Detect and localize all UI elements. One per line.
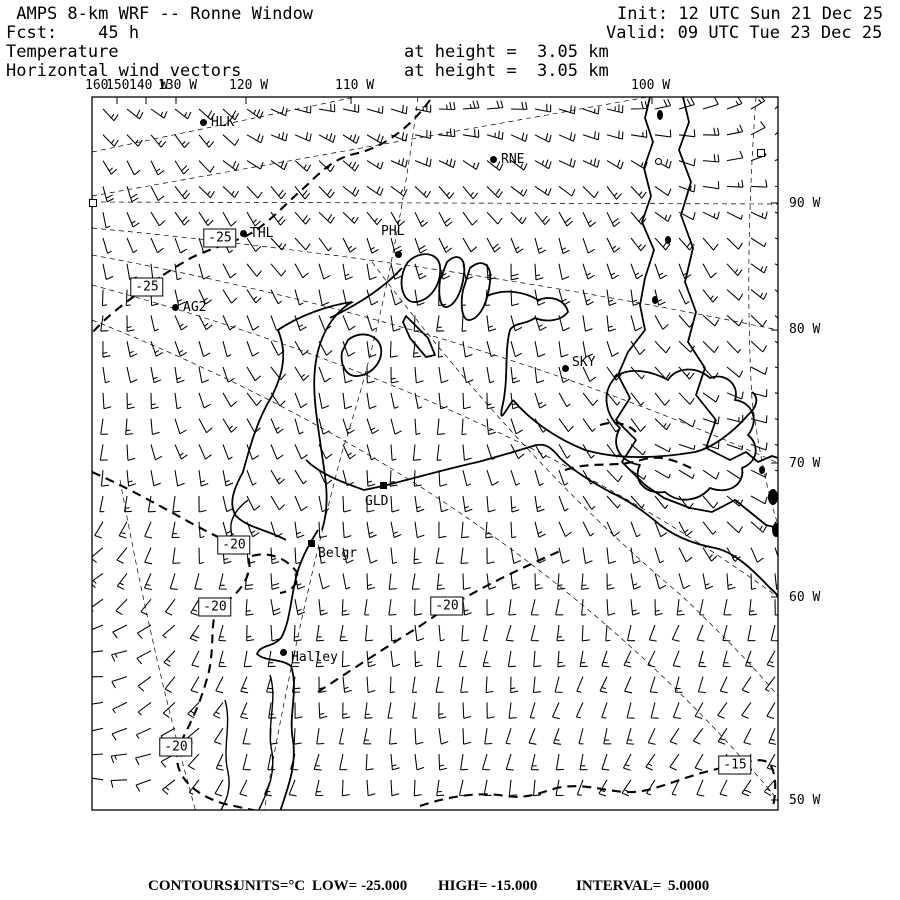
lon-label-top: 130 W: [158, 78, 198, 93]
contour-value-label: -25: [203, 229, 236, 248]
contour-value-label: -20: [159, 738, 192, 757]
lon-label-right: 90 W: [789, 196, 821, 211]
lon-label-top: 160: [85, 78, 109, 93]
station-label-AG2: AG2: [183, 300, 207, 315]
contour-units: UNITS=°C: [234, 878, 306, 894]
station-label-HLK: HLK: [211, 115, 235, 130]
lon-label-right: 60 W: [789, 590, 821, 605]
unlabeled-station-marker: [757, 149, 765, 157]
lon-label-right: 70 W: [789, 456, 821, 471]
station-label-THL: THL: [250, 226, 274, 241]
contour-interval-value: 5.0000: [668, 878, 710, 894]
station-marker-Belgr: [308, 540, 315, 547]
station-label-Halley: Halley: [291, 650, 338, 665]
coast-alexander-island: [606, 370, 755, 500]
contour-value-label: -25: [130, 278, 163, 297]
island-hook-3: [462, 263, 491, 320]
station-marker-SKY: [562, 365, 569, 372]
coast-ronne-front: [306, 445, 778, 598]
coast-center-land: [487, 292, 568, 416]
unlabeled-station-marker: [89, 199, 97, 207]
coast-brunt-main: [257, 530, 318, 812]
lon-label-top: 100 W: [631, 78, 671, 93]
lon-label-top: 120 W: [229, 78, 269, 93]
model-title: AMPS 8-km WRF -- Ronne Window: [6, 4, 314, 24]
lon-label-top: 110 W: [335, 78, 375, 93]
station-marker-GLD: [380, 482, 387, 489]
map-border: [92, 97, 778, 810]
station-label-GLD: GLD: [365, 494, 389, 509]
unlabeled-station-marker: [655, 158, 662, 165]
station-label-RNE: RNE: [501, 152, 525, 167]
lon-label-top: 140 W: [129, 78, 169, 93]
contour-interval-label: INTERVAL=: [576, 878, 662, 894]
forecast-hour: Fcst: 45 h: [6, 23, 140, 43]
contour-minus20-belgr: [252, 554, 298, 593]
station-marker-AG2: [172, 304, 179, 311]
island-hook-2: [439, 257, 464, 307]
contour-value-label: -20: [430, 597, 463, 616]
field-wind-label: Horizontal wind vectors: [6, 61, 242, 81]
field-temperature-label: Temperature: [6, 42, 119, 62]
valid-time: Valid: 09 UTC Tue 23 Dec 25: [606, 23, 883, 43]
coast-berkner-top: [278, 302, 352, 330]
station-marker-THL: [240, 230, 247, 237]
contours-label: CONTOURS:: [148, 878, 238, 894]
station-marker-HLK: [200, 119, 207, 126]
station-marker-PHL: [395, 251, 402, 258]
coastline-layer: [220, 97, 780, 812]
field-temperature-level: at height = 3.05 km: [404, 42, 609, 62]
edge-ticks: [117, 97, 778, 800]
coast-peninsula-west: [616, 97, 778, 528]
contour-minus20-central: [318, 551, 560, 692]
station-label-PHL: PHL: [381, 224, 405, 239]
station-marker-Halley: [280, 649, 287, 656]
contour-minus20-west: [92, 472, 262, 812]
station-label-Belgr: Belgr: [318, 546, 358, 561]
station-marker-RNE: [490, 156, 497, 163]
lon-label-right: 80 W: [789, 322, 821, 337]
lon-label-top: 150: [106, 78, 130, 93]
coast-belgr-hook: [231, 500, 248, 535]
lon-label-right: 50 W: [789, 793, 821, 808]
station-label-SKY: SKY: [572, 355, 596, 370]
contour-low: LOW= -25.000: [312, 878, 408, 894]
edge-tick-layer: [117, 97, 778, 800]
coast-berkner-east: [314, 302, 352, 530]
contour-value-label: -20: [217, 536, 250, 555]
init-time: Init: 12 UTC Sun 21 Dec 25: [617, 4, 884, 24]
contour-high: HIGH= -15.000: [438, 878, 538, 894]
contour-value-label: -15: [718, 756, 751, 775]
field-wind-level: at height = 3.05 km: [404, 61, 609, 81]
contour-value-label: -20: [198, 598, 231, 617]
